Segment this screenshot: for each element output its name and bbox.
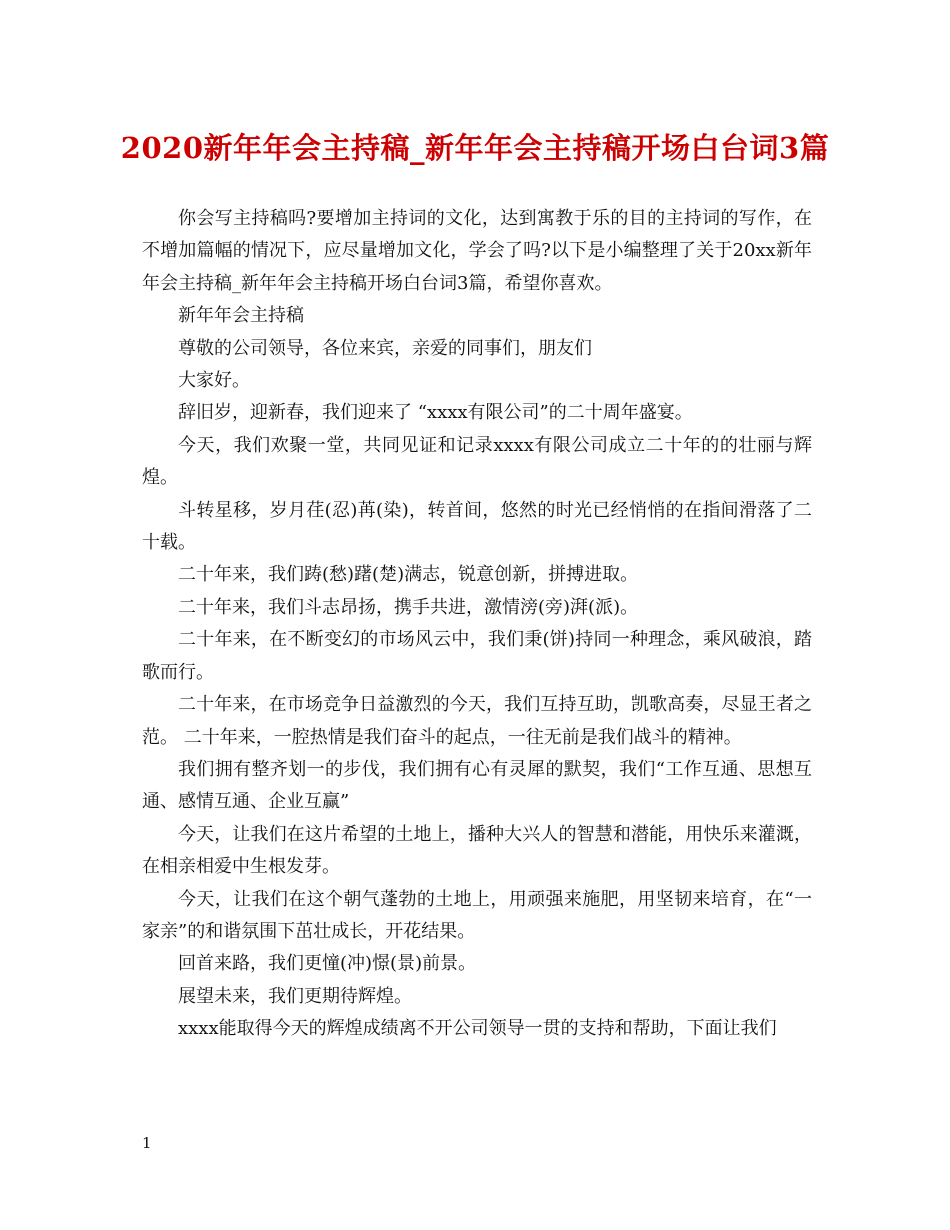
body-paragraph: 今天，我们欢聚一堂，共同见证和记录xxxx有限公司成立二十年的的壮丽与辉煌。 bbox=[142, 434, 812, 489]
body-paragraph: 今天，让我们在这片希望的土地上，播种大兴人的智慧和潜能，用快乐来灌溉，在相亲相爱中生根发芽。 bbox=[142, 823, 812, 878]
document-title: 2020新年年会主持稿_新年年会主持稿开场白台词3篇 bbox=[120, 131, 830, 165]
body-paragraph: 你会写主持稿吗?要增加主持词的文化，达到寓教于乐的目的主持词的写作，在不增加篇幅的情况下，应尽量增加文化，学会了吗?以下是小编整理了关于20xx新年年会主持稿_新年年会主持稿开场白台词3篇，希望你喜欢。 bbox=[142, 208, 812, 294]
body-paragraph: 今天，让我们在这个朝气蓬勃的土地上，用顽强来施肥，用坚韧来培育，在“一家亲”的和谐氛围下茁壮成长，开花结果。 bbox=[142, 888, 812, 942]
body-paragraph: 我们拥有整齐划一的步伐，我们拥有心有灵犀的默契，我们“工作互通、思想互通、感情互通、企业互赢” bbox=[142, 758, 812, 813]
body-paragraph: 回首来路，我们更憧(冲)憬(景)前景。 bbox=[178, 953, 477, 975]
body-paragraph: 二十年来，我们踌(愁)躇(楚)满志，锐意创新，拼搏进取。 bbox=[178, 564, 639, 586]
body-paragraph: xxxx能取得今天的辉煌成绩离不开公司领导一贯的支持和帮助，下面让我们 bbox=[178, 1018, 777, 1040]
body-paragraph: 辞旧岁，迎新春，我们迎来了 “xxxx有限公司”的二十周年盛宴。 bbox=[178, 402, 693, 424]
document-body bbox=[142, 203, 812, 1046]
body-paragraph: 展望未来，我们更期待辉煌。 bbox=[178, 985, 412, 1007]
body-paragraph: 尊敬的公司领导，各位来宾，亲爱的同事们，朋友们 bbox=[178, 337, 592, 359]
body-paragraph: 二十年来，在市场竞争日益激烈的今天，我们互持互助，凯歌高奏，尽显王者之范。 二十年来，一腔热情是我们奋斗的起点，一往无前是我们战斗的精神。 bbox=[142, 694, 812, 748]
body-paragraph: 新年年会主持稿 bbox=[178, 305, 304, 327]
body-paragraph: 二十年来，在不断变幻的市场风云中，我们秉(饼)持同一种理念，乘风破浪，踏歌而行。 bbox=[142, 629, 812, 683]
body-paragraph: 斗转星移，岁月荏(忍)苒(染)，转首间，悠然的时光已经悄悄的在指间滑落了二十载。 bbox=[142, 499, 812, 554]
page-number: 1 bbox=[142, 1134, 152, 1152]
body-paragraph: 大家好。 bbox=[178, 370, 250, 392]
body-paragraph: 二十年来，我们斗志昂扬，携手共进，激情滂(旁)湃(派)。 bbox=[178, 596, 639, 618]
